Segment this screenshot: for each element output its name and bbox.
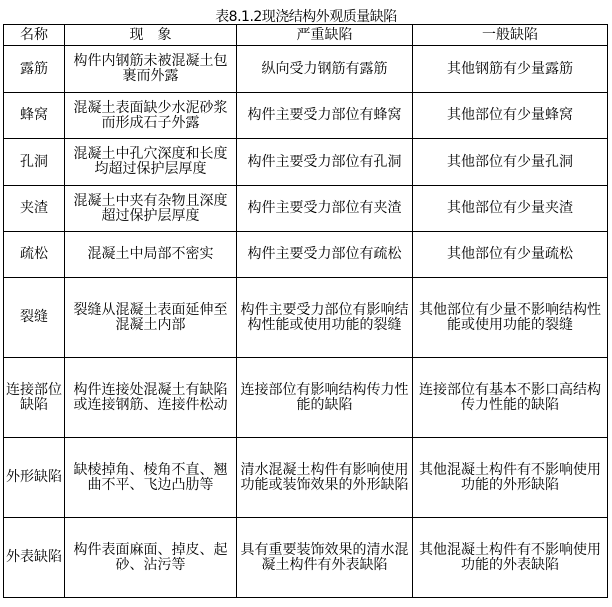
cell-phenomenon: 构件表面麻面、掉皮、起砂、沾污等 — [65, 518, 237, 598]
table-caption: 表8.1.2现浇结构外观质量缺陷 — [215, 9, 397, 25]
table-row — [4, 232, 608, 278]
cell-general: 其他混凝土构件有不影响使用功能的外表缺陷 — [413, 518, 608, 598]
cell-severe: 构件主要受力部位有蜂窝 — [237, 93, 413, 139]
cell-name: 露筋 — [4, 46, 65, 93]
cell-general: 其他部位有少量夹渣 — [413, 186, 608, 232]
cell-phenomenon: 构件连接处混凝土有缺陷或连接钢筋、连接件松动 — [65, 358, 237, 438]
cell-name: 蜂窝 — [4, 93, 65, 139]
cell-phenomenon: 混凝土中孔穴深度和长度均超过保护层厚度 — [65, 139, 237, 186]
table-row — [4, 93, 608, 139]
cell-name: 外表缺陷 — [4, 518, 65, 598]
cell-severe: 构件主要受力部位有影响结构性能或使用功能的裂缝 — [237, 278, 413, 358]
cell-severe: 具有重要装饰效果的清水混凝土构件有外表缺陷 — [237, 518, 413, 598]
cell-general: 其他部位有少量疏松 — [413, 232, 608, 278]
table-row — [4, 278, 608, 358]
table-row — [4, 438, 608, 518]
cell-severe: 构件主要受力部位有疏松 — [237, 232, 413, 278]
header-name: 名称 — [4, 25, 65, 46]
cell-phenomenon: 混凝土中局部不密实 — [65, 232, 237, 278]
table-row — [4, 186, 608, 232]
cell-general: 其他部位有少量蜂窝 — [413, 93, 608, 139]
cell-severe: 构件主要受力部位有夹渣 — [237, 186, 413, 232]
cell-severe: 连接部位有影响结构传力性能的缺陷 — [237, 358, 413, 438]
table-header-row — [4, 25, 608, 46]
cell-name: 孔洞 — [4, 139, 65, 186]
cell-phenomenon: 裂缝从混凝土表面延伸至混凝土内部 — [65, 278, 237, 358]
header-severe: 严重缺陷 — [237, 25, 413, 46]
header-phenomenon: 现 象 — [65, 25, 237, 46]
cell-name: 疏松 — [4, 232, 65, 278]
cell-name: 外形缺陷 — [4, 438, 65, 518]
cell-severe: 构件主要受力部位有孔洞 — [237, 139, 413, 186]
cell-name: 裂缝 — [4, 278, 65, 358]
cell-phenomenon: 构件内钢筋未被混凝土包裹而外露 — [65, 46, 237, 93]
table-row — [4, 46, 608, 93]
cell-general: 其他部位有少量孔洞 — [413, 139, 608, 186]
defects-table — [3, 24, 608, 598]
cell-general: 其他部位有少量不影响结构性能或使用功能的裂缝 — [413, 278, 608, 358]
cell-severe: 纵向受力钢筋有露筋 — [237, 46, 413, 93]
table-row — [4, 518, 608, 598]
cell-general: 其他钢筋有少量露筋 — [413, 46, 608, 93]
table-row — [4, 358, 608, 438]
cell-severe: 清水混凝土构件有影响使用功能或装饰效果的外形缺陷 — [237, 438, 413, 518]
cell-name: 连接部位缺陷 — [4, 358, 65, 438]
cell-general: 连接部位有基本不影口高结构传力性能的缺陷 — [413, 358, 608, 438]
header-general: 一般缺陷 — [413, 25, 608, 46]
cell-phenomenon: 缺棱掉角、棱角不直、翘曲不平、飞边凸肋等 — [65, 438, 237, 518]
cell-general: 其他混凝土构件有不影响使用功能的外形缺陷 — [413, 438, 608, 518]
cell-phenomenon: 混凝土表面缺少水泥砂浆而形成石子外露 — [65, 93, 237, 139]
table-row — [4, 139, 608, 186]
cell-name: 夹渣 — [4, 186, 65, 232]
cell-phenomenon: 混凝土中夹有杂物且深度超过保护层厚度 — [65, 186, 237, 232]
